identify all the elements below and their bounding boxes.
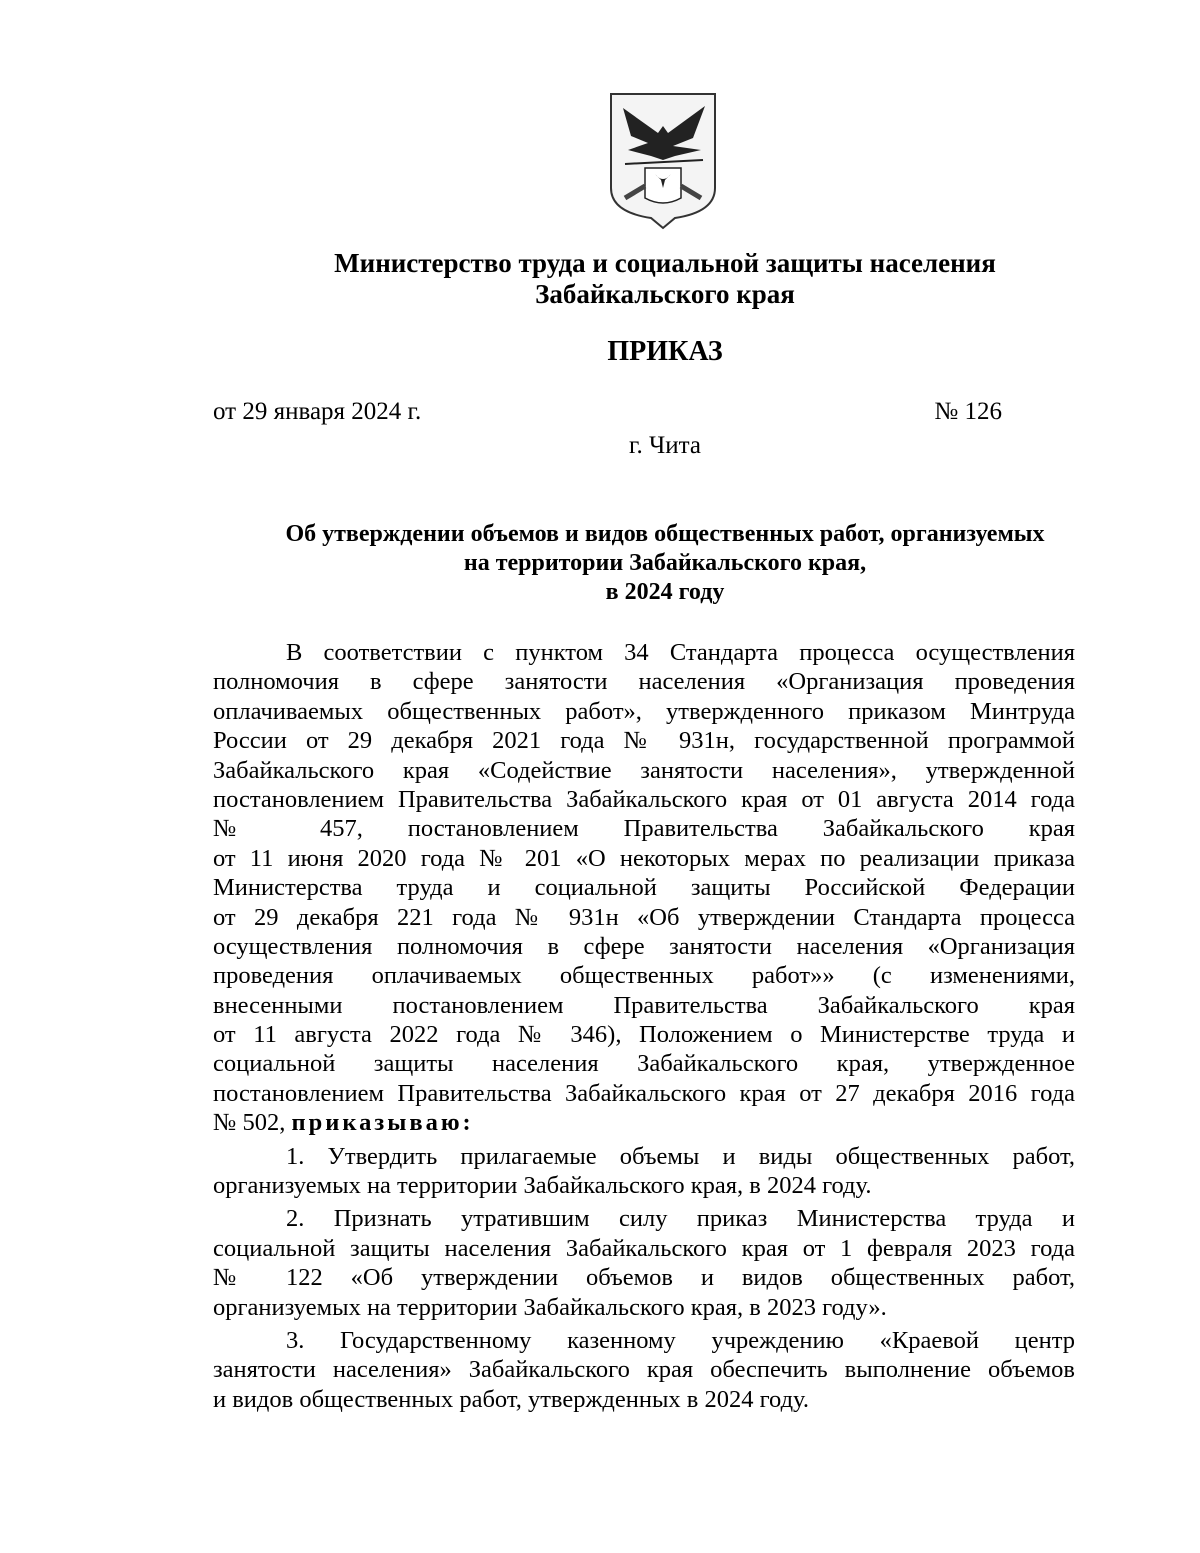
text-line: социальной защиты населения Забайкальского края от 1 февраля 2023 года: [213, 1234, 1075, 1262]
text-line: проведения оплачиваемых общественных работ»» (с изменениями,: [213, 962, 1075, 990]
ministry-title-line: Министерство труда и социальной защиты населения: [334, 248, 996, 278]
ministry-title-line: Забайкальского края: [535, 279, 795, 309]
text-line: от 29 декабря 221 года № 931н «Об утверждении Стандарта процесса: [213, 903, 1075, 931]
text-line: Министерства труда и социальной защиты Российской Федерации: [213, 874, 1075, 902]
document-body: [213, 638, 1075, 1418]
text-line: организуемых на территории Забайкальского края, в 2024 году.: [213, 1172, 872, 1200]
subject-line: в 2024 году: [605, 579, 725, 605]
document-date: от 29 января 2024 г.: [213, 398, 422, 425]
document-city: г. Чита: [629, 432, 701, 459]
preamble-paragraph: [213, 638, 1075, 1138]
text-fragment: № 502,: [213, 1109, 292, 1137]
order-keyword: приказываю:: [291, 1109, 474, 1137]
coat-of-arms-emblem: [603, 88, 723, 230]
text-line: В соответствии с пунктом 34 Стандарта процесса осуществления: [286, 639, 1075, 666]
order-items: [213, 1142, 1075, 1415]
text-line: 2. Признать утратившим силу приказ Министерства труда и: [286, 1205, 1075, 1233]
text-line: осуществления полномочия в сфере занятости населения «Организация: [213, 932, 1075, 960]
text-line: 3. Государственному казенному учреждению «Краевой центр: [286, 1326, 1075, 1354]
text-line: социальной защиты населения Забайкальского края, утвержденное: [213, 1050, 1075, 1078]
document-subject: [200, 520, 1130, 607]
text-line: постановлением Правительства Забайкальского края от 01 августа 2014 года: [213, 785, 1075, 813]
text-line: полномочия в сфере занятости населения «Организация проведения: [213, 668, 1075, 696]
text-line: от 11 июня 2020 года № 201 «О некоторых мерах по реализации приказа: [213, 844, 1075, 872]
text-line: постановлением Правительства Забайкальского края от 27 декабря 2016 года: [213, 1079, 1075, 1107]
order-item: [213, 1326, 1075, 1414]
text-line: [213, 1108, 1075, 1137]
text-line: от 11 августа 2022 года № 346), Положением о Министерстве труда и: [213, 1021, 1075, 1049]
text-line: № 122 «Об утверждении объемов и видов общественных работ,: [213, 1264, 1075, 1292]
text-line: занятости населения» Забайкальского края обеспечить выполнение объемов: [213, 1356, 1075, 1384]
text-line: внесенными постановлением Правительства Забайкальского края: [213, 991, 1075, 1019]
text-line: 1. Утвердить прилагаемые объемы и виды общественных работ,: [286, 1142, 1075, 1170]
document-type: ПРИКАЗ: [607, 336, 723, 367]
text-line: и видов общественных работ, утвержденных в 2024 году.: [213, 1385, 809, 1413]
subject-line: на территории Забайкальского края,: [463, 550, 867, 576]
order-item: [213, 1204, 1075, 1322]
subject-line: Об утверждении объемов и видов общественных работ, организуемых: [285, 521, 1045, 547]
order-item: [213, 1142, 1075, 1201]
document-number: № 126: [934, 398, 1002, 425]
text-line: Забайкальского края «Содействие занятости населения», утвержденной: [213, 756, 1075, 784]
ministry-title: [200, 248, 1130, 310]
text-line: оплачиваемых общественных работ», утвержденного приказом Минтруда: [213, 697, 1075, 725]
text-line: № 457, постановлением Правительства Забайкальского края: [213, 815, 1075, 843]
text-line: организуемых на территории Забайкальского края, в 2023 году».: [213, 1293, 887, 1321]
text-line: России от 29 декабря 2021 года № 931н, государственной программой: [213, 727, 1075, 755]
